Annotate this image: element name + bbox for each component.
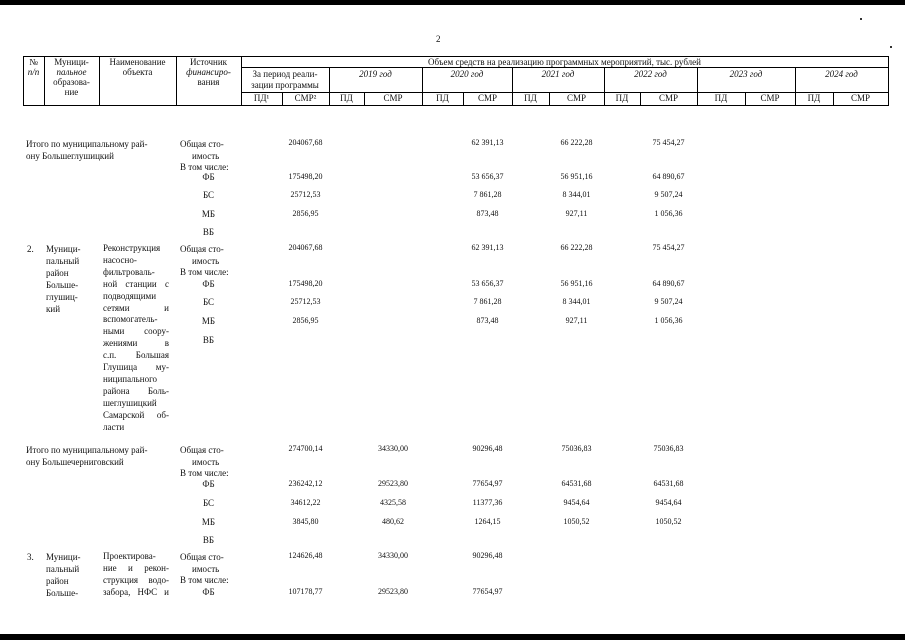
row-municipality: Больше- [46,588,79,598]
cell-2021-smr: 75036,83 [561,444,592,453]
header-num-line2: п/п [27,67,40,77]
header-year-2021: 2021 год [541,69,575,79]
object-line: Самарской об- [103,409,169,420]
cell-2020-smr: 53 656,37 [471,172,504,181]
group-label: ону Большечерниговский [26,457,124,467]
object-line: жениями в [103,338,169,349]
cell-period-smr: 3845,80 [292,517,319,526]
cell-2020-smr: 77654,97 [472,587,503,596]
source-vb: ВБ [202,535,215,545]
cell-period-smr: 175498,20 [288,279,323,288]
source-total: Общая сто- [180,244,224,254]
object-line: вспомогатель- [103,314,158,325]
object-line: Реконструкция [103,243,161,253]
header-smr-2022: СМР [658,93,678,103]
cell-2020-smr: 53 656,37 [471,279,504,288]
cell-period-smr: 34612,22 [290,498,321,507]
header-smr-2020: СМР [477,93,497,103]
source-total: Общая сто- [180,445,224,455]
source-total: имость [192,457,220,467]
cell-2022-smr: 64 890,67 [652,172,685,181]
source-fb: ФБ [202,479,215,489]
row-object-name [103,243,169,434]
row-municipality: кий [46,304,61,314]
header-pd-2019: ПД [340,93,353,103]
row-number: 3. [27,552,34,562]
header-pd-2021: ПД [524,93,537,103]
cell-period-smr: 124626,48 [288,551,323,560]
source-incl: В том числе: [180,468,229,478]
header-funds-title: Объем средств на реализацию программных мероприятий, тыс. рублей [428,57,701,67]
header-object: объекта [122,67,153,77]
object-line: с.п. Большая [103,350,169,361]
object-line: ными соору- [103,326,169,337]
row-municipality: Муници- [46,244,81,254]
object-line: фильтроваль- [103,266,155,277]
cell-period-smr: 25712,53 [290,190,321,199]
source-mb: МБ [201,517,216,527]
cell-2021-smr: 8 344,01 [562,190,591,199]
cell-2021-smr: 927,11 [565,209,588,218]
cell-2022-smr: 9 507,24 [654,190,683,199]
source-bs: БС [202,498,215,508]
header-pd-2020: ПД [436,93,449,103]
cell-period-smr: 2856,95 [292,316,319,325]
cell-2020-smr: 7 861,28 [473,297,502,306]
header-municipality: образова- [53,77,90,87]
object-line: ниципального [103,373,158,384]
source-total: Общая сто- [180,139,224,149]
cell-period-smr: 274700,14 [288,444,323,453]
object-line: подводящими [103,290,157,301]
cell-2020-smr: 62 391,13 [471,138,504,147]
cell-2020-smr: 62 391,13 [471,243,504,252]
header-year-2022: 2022 год [634,69,667,79]
row-municipality: район [46,268,69,278]
group-label: Итого по муниципальному рай- [26,445,148,455]
group-label: ону Большеглушицкий [26,151,114,161]
cell-2019-smr: 34330,00 [378,551,408,560]
header-municipality: пальное [56,67,87,77]
source-mb: МБ [201,316,216,326]
source-incl: В том числе: [180,162,229,172]
cell-2022-smr: 1 056,36 [654,209,683,218]
cell-2022-smr: 75 454,27 [652,138,685,147]
source-total: имость [192,564,220,574]
header-year-2020: 2020 год [450,69,484,79]
cell-2022-smr: 9 507,24 [654,297,683,306]
cell-2019-smr: 29523,80 [378,587,408,596]
cell-2022-smr: 1 056,36 [654,316,683,325]
row-municipality: пальный [46,256,80,266]
cell-2020-smr: 90296,48 [472,444,503,453]
object-line: насосно- [103,254,137,265]
source-fb: ФБ [202,587,215,597]
cell-2020-smr: 1264,15 [474,517,501,526]
header-year-2024: 2024 год [825,69,858,79]
source-bs: БС [202,297,215,307]
cell-period-smr: 25712,53 [290,297,321,306]
cell-2020-smr: 77654,97 [472,479,503,488]
cell-2020-smr: 873,48 [476,209,499,218]
bottom-border-bar [0,634,905,640]
cell-2022-smr: 75 454,27 [652,243,685,252]
cell-2019-smr: 4325,58 [380,498,406,507]
header-object: Наименование [109,57,166,67]
scan-speck [890,46,892,48]
cell-2022-smr: 64 890,67 [652,279,685,288]
header-source: вания [197,77,220,87]
source-incl: В том числе: [180,267,229,277]
cell-2019-smr: 29523,80 [378,479,408,488]
header-smr-period: СМР² [294,93,317,103]
cell-period-smr: 175498,20 [288,172,323,181]
object-line: шеглушицкий [103,397,157,408]
header-period: За период реали- [252,69,318,79]
cell-period-smr: 107178,77 [288,587,323,596]
cell-2022-smr: 1050,52 [655,517,682,526]
source-mb: МБ [201,209,216,219]
row-object-name [103,551,169,599]
cell-2020-smr: 11377,36 [472,498,503,507]
cell-period-smr: 236242,12 [288,479,323,488]
row-municipality: пальный [46,564,80,574]
header-smr-2021: СМР [566,93,586,103]
object-line: Проектирова- [103,551,156,561]
header-source: финансиро- [186,67,231,77]
header-year-2023: 2023 год [729,69,763,79]
cell-period-smr: 204067,68 [288,138,323,147]
cell-2020-smr: 7 861,28 [473,190,502,199]
object-line: сетями и [103,302,169,313]
cell-2019-smr: 480,62 [382,517,404,526]
page-number: 2 [436,34,441,44]
header-smr-2024: СМР [850,93,870,103]
group-label: Итого по муниципальному рай- [26,139,148,149]
header-pd-2024: ПД [807,93,821,103]
row-municipality: глушиц- [46,292,78,302]
object-line: Глушица му- [103,362,169,373]
row-municipality: Больше- [46,280,79,290]
cell-period-smr: 2856,95 [292,209,319,218]
cell-2021-smr: 8 344,01 [562,297,591,306]
source-vb: ВБ [202,335,215,345]
cell-2021-smr: 927,11 [565,316,588,325]
cell-2020-smr: 873,48 [476,316,499,325]
header-smr-2019: СМР [383,93,403,103]
source-total: имость [192,256,220,266]
source-incl: В том числе: [180,575,229,585]
object-line: ние и рекон- [103,562,169,573]
source-total: имость [192,151,220,161]
header-municipality: ние [64,87,79,97]
header-year-2019: 2019 год [359,69,392,79]
cell-2021-smr: 1050,52 [563,517,590,526]
cell-2019-smr: 34330,00 [378,444,408,453]
source-fb: ФБ [202,172,215,182]
cell-2022-smr: 75036,83 [653,444,684,453]
cell-2021-smr: 66 222,28 [560,243,593,252]
header-pd-2022: ПД [615,93,629,103]
row-municipality: Муници- [46,552,81,562]
row-number: 2. [27,244,34,254]
cell-2021-smr: 56 951,16 [560,279,593,288]
source-bs: БС [202,190,215,200]
cell-2020-smr: 90296,48 [472,551,503,560]
top-border-bar [0,0,905,5]
header-period: зации программы [251,80,319,90]
cell-2021-smr: 56 951,16 [560,172,593,181]
source-vb: ВБ [202,227,215,237]
header-pd-2023: ПД [714,93,728,103]
object-line: забора, НФС и [103,586,169,597]
header-municipality: Муници- [54,57,89,67]
header-smr-2023: СМР [760,93,780,103]
source-total: Общая сто- [180,552,224,562]
source-fb: ФБ [202,279,215,289]
object-line: струкция водо- [103,574,169,585]
cell-period-smr: 204067,68 [288,243,323,252]
header-num-line1: № [29,57,38,67]
cell-2021-smr: 64531,68 [561,479,592,488]
cell-2021-smr: 9454,64 [563,498,590,507]
cell-2022-smr: 64531,68 [653,479,684,488]
cell-2022-smr: 9454,64 [655,498,682,507]
object-line: ласти [103,421,125,432]
row-municipality: район [46,576,69,586]
scan-speck [860,18,862,20]
header-pd-period: ПД¹ [253,93,270,103]
object-line: района Боль- [103,385,169,396]
object-line: ной станции с [103,278,169,289]
header-source: Источник [189,57,228,67]
cell-2021-smr: 66 222,28 [560,138,593,147]
